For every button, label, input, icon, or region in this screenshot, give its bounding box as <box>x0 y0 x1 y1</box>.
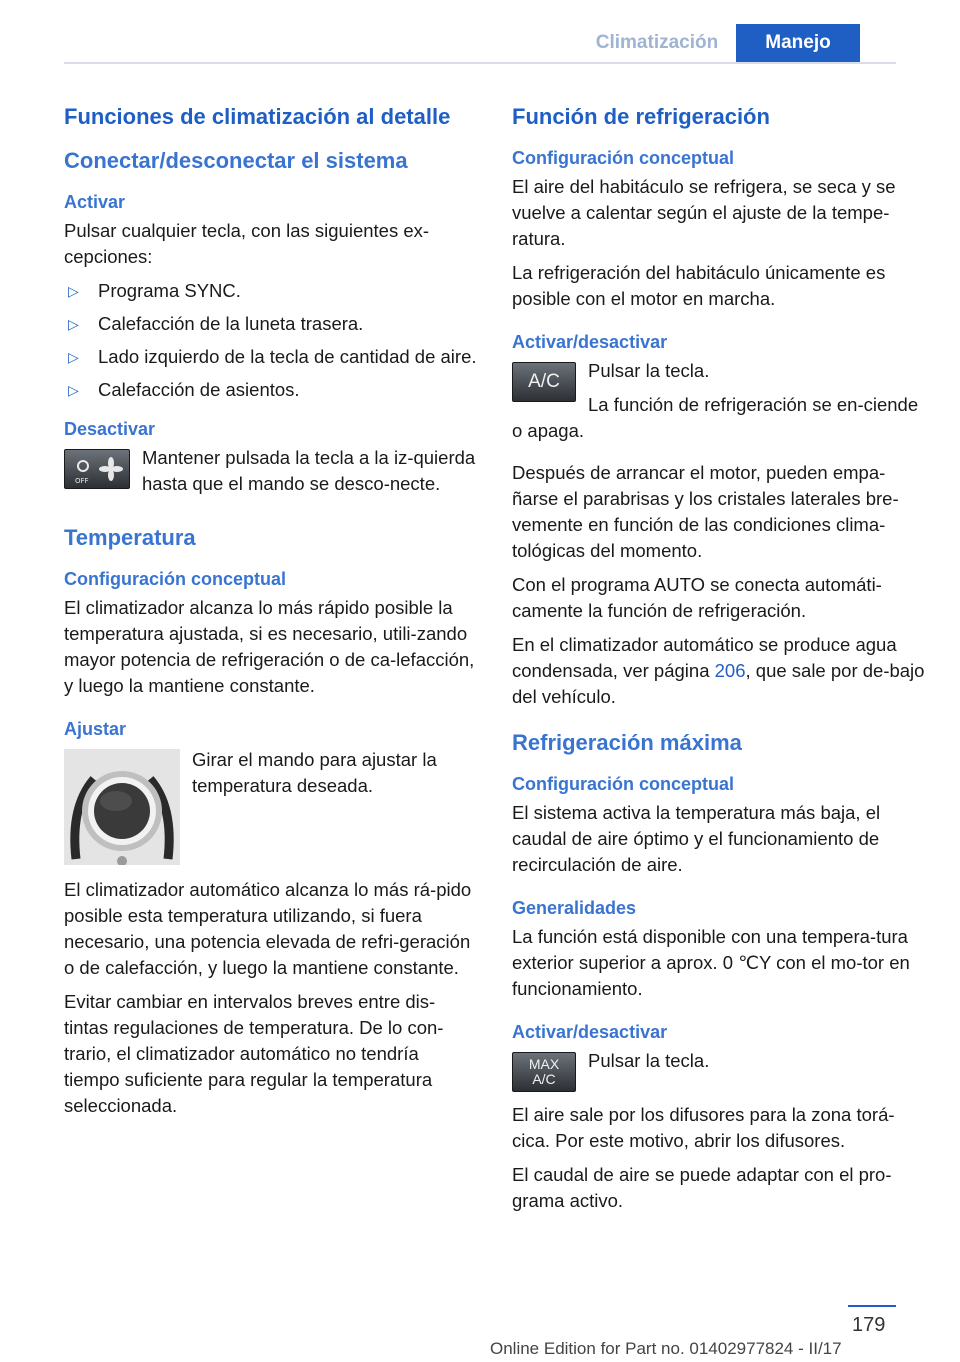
right-column <box>512 96 928 1222</box>
ac-button-label: A/C <box>528 371 560 392</box>
paragraph-conf-refr-1: El aire del habitáculo se refrigera, se seca y se vuelve a calentar según el ajuste de la tempe-ratura. <box>512 176 896 249</box>
paragraph-sale: El aire sale por los difusores para la zona torá-cica. Por este motivo, abrir los difusores. <box>512 1104 895 1151</box>
fan-off-button-image <box>64 449 130 489</box>
ac-button-image <box>512 362 576 402</box>
heading-generalidades: Generalidades <box>512 898 637 918</box>
paragraph-pulsar-max: Pulsar la tecla. <box>588 1050 710 1071</box>
paragraph-auto: Con el programa AUTO se conecta automáti-camente la función de refrigeración. <box>512 574 882 621</box>
paragraph-generalidades: La función está disponible con una tempera-tura exterior superior a aprox. 0 ℃Y con el mo-tor en funcionamiento. <box>512 926 910 999</box>
heading-system: Conectar/desconectar el sistema <box>64 148 408 173</box>
max-ac-label: A/C <box>532 1071 556 1087</box>
paragraph-auto-temp: El climatizador automático alcanza lo más rá-pido posible esta temperatura utilizando, si fuera necesario, una potencia elevada de refri-geración o de calefacción, y luego la mantiene constante. <box>64 879 472 978</box>
paragraph-pulsar: Pulsar la tecla. <box>588 360 710 381</box>
header-rule <box>64 62 896 64</box>
heading-refrigeracion: Función de refrigeración <box>512 104 770 129</box>
heading-refrigeracion-maxima: Refrigeración máxima <box>512 730 742 755</box>
paragraph-max: El sistema activa la temperatura más baja, el caudal de aire óptimo y el funcionamiento de recirculación de aire. <box>512 802 881 875</box>
list-item: ▷ Programa SYNC. <box>64 278 478 304</box>
paragraph-agua <box>512 632 928 710</box>
paragraph-despues: Después de arrancar el motor, pueden empa-ñarse el parabrisas y los cristales laterales bre-vemente en función de las condiciones clima-tológicas del momento. <box>512 462 899 561</box>
paragraph-conf-temp: El climatizador alcanza lo más rápido posible la temperatura ajustada, si es necesario, utili-zando mayor potencia de refrigeración o de ca-lefacción, y luego la mantiene constante. <box>64 597 475 696</box>
agua-text-post: , que sale por de-bajo del vehículo. <box>512 660 925 707</box>
max-ac-figure <box>512 1048 928 1096</box>
paragraph-caudal: El caudal de aire se puede adaptar con el pro-grama activo. <box>512 1164 892 1211</box>
list-item: ▷ Calefacción de la luneta trasera. <box>64 311 478 337</box>
header-chapter-tab[interactable]: Manejo <box>736 24 860 62</box>
edition-footer: Online Edition for Part no. 01402977824 - II/17 <box>490 1339 842 1358</box>
agua-text-pre: En el climatizador automático se produce agua condensada, ver página <box>512 634 897 681</box>
page-number: 179 <box>852 1314 886 1336</box>
heading-conf-temp: Configuración conceptual <box>64 569 287 589</box>
section-title: Funciones de climatización al detalle <box>64 104 451 129</box>
svg-text:OFF: OFF <box>75 477 89 485</box>
heading-temperatura: Temperatura <box>64 525 196 550</box>
heading-desactivar: Desactivar <box>64 419 156 439</box>
header-section-tab[interactable]: Climatización <box>578 24 736 62</box>
heading-activar: Activar <box>64 192 126 212</box>
heading-conf-refr: Configuración conceptual <box>512 148 735 168</box>
paragraph-ajustar: Girar el mando para ajustar la temperatura deseada. <box>192 749 437 796</box>
left-column <box>64 96 478 1127</box>
max-ac-button-image <box>512 1052 576 1092</box>
heading-activar-desactivar: Activar/desactivar <box>512 332 668 352</box>
fan-off-icon <box>67 452 127 486</box>
temperature-knob-image <box>64 749 180 865</box>
list-item: ▷ Lado izquierdo de la tecla de cantidad de aire. <box>64 344 478 370</box>
page-link[interactable]: 206 <box>714 660 746 681</box>
paragraph-desactivar: Mantener pulsada la tecla a la iz-quierda hasta que el mando se desco-necte. <box>142 447 476 494</box>
ac-figure <box>512 358 928 452</box>
list-item: ▷ Calefacción de asientos. <box>64 377 478 403</box>
heading-activar-desactivar-max: Activar/desactivar <box>512 1022 668 1042</box>
heading-conf-max: Configuración conceptual <box>512 774 735 794</box>
exceptions-list <box>64 278 478 403</box>
temperature-knob-icon <box>64 749 180 865</box>
desactivar-figure <box>64 445 478 505</box>
ajustar-figure <box>64 745 478 869</box>
paragraph-conf-refr-2: La refrigeración del habitáculo únicamente es posible con el motor en marcha. <box>512 262 886 309</box>
paragraph-evitar: Evitar cambiar en intervalos breves entre dis-tintas regulaciones de temperatura. De lo con-trario, el climatizador automático no tendría tiempo suficiente para regular la temperatura seleccionada. <box>64 991 444 1116</box>
heading-ajustar: Ajustar <box>64 719 127 739</box>
max-label: MAX <box>528 1056 560 1072</box>
page-number-rule <box>848 1305 896 1307</box>
paragraph-activar: Pulsar cualquier tecla, con las siguientes ex-cepciones: <box>64 220 430 267</box>
paragraph-funcion: La función de refrigeración se en-ciende o apaga. <box>512 394 919 441</box>
